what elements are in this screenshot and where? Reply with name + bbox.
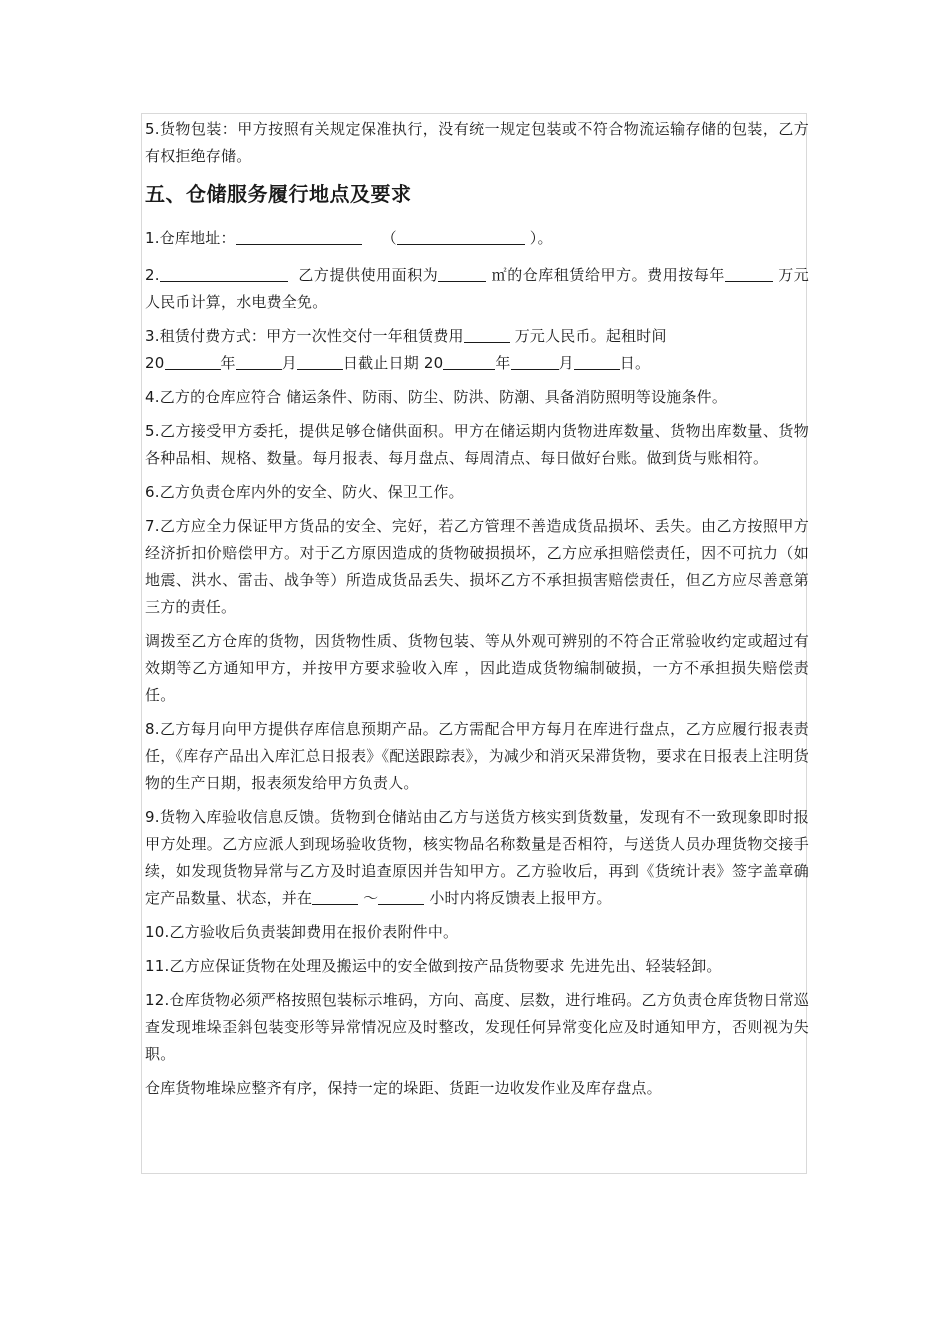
- clause-11-handling-safety: 11.乙方应保证货物在处理及搬运中的安全做到按产品货物要求 先进先出、轻装轻卸。: [145, 957, 722, 975]
- end-year-label: 年: [495, 354, 511, 372]
- area-blank: [438, 264, 486, 282]
- clause-12-stacking: 12.仓库货物必须严格按照包装标示堆码，方向、高度、层数，进行堆码。乙方负责仓库货物日常巡查发现堆垛歪斜包装变形等异常情况应及时整改，发现任何异常变化应及时通知甲方，否则视为失职。: [145, 991, 809, 1063]
- start-year-prefix: 20: [145, 354, 165, 372]
- end-day-label: 日。: [619, 354, 651, 372]
- clause-1-warehouse-address: [145, 225, 809, 252]
- start-day-blank: [297, 352, 343, 370]
- clause-2-text-2: ㎡的仓库租赁给甲方。费用按每年: [491, 266, 725, 284]
- end-year-blank: [443, 352, 495, 370]
- clause-7-supplement: 调拨至乙方仓库的货物，因货物性质、货物包装、等从外观可辨别的不符合正常验收约定或超过有效期等乙方通知甲方，并按甲方要求验收入库 ，因此造成货物编制破损，一方不承担损失赔偿责任。: [145, 632, 809, 704]
- start-year-blank: [165, 352, 221, 370]
- clause-5-storage-area: 5.乙方接受甲方委托，提供足够仓储供面积。甲方在储运期内货物进库数量、货物出库数量、货物各种品相、规格、数量。每月报表、每月盘点、每周清点、每日做好台账。做到货与账相符。: [145, 422, 809, 467]
- section-heading: 五、仓储服务履行地点及要求: [145, 182, 412, 206]
- clause-3-prefix: 3.租赁付费方式：甲方一次性交付一年租赁费用: [145, 327, 464, 345]
- end-day-blank: [574, 352, 620, 370]
- start-month-label: 月: [281, 354, 297, 372]
- hours-min-blank: [312, 887, 358, 905]
- clause-2-text-1: 乙方提供使用面积为: [298, 266, 439, 284]
- end-date-text: 日截止日期 20: [342, 354, 444, 372]
- clause-10-handling-fee: 10.乙方验收后负责装卸费用在报价表附件中。: [145, 923, 459, 941]
- clause-8-reports: 8.乙方每月向甲方提供存库信息预期产品。乙方需配合甲方每月在库进行盘点，乙方应履行报表责任，《库存产品出入库汇总日报表》《配送跟踪表》，为减少和消灭呆滞货物，要求在日报表上注明货物的生产日期，报表须发给甲方负责人。: [145, 720, 809, 792]
- clause-6-safety: 6.乙方负责仓库内外的安全、防火、保卫工作。: [145, 483, 464, 501]
- lessor-blank: [160, 264, 288, 282]
- clause-9-text: 9.货物入库验收信息反馈。货物到仓储站由乙方与送货方核实到货数量，发现有不一致现象即时报甲方处理。乙方应派人到现场验收货物，核实物品名称数量是否相符，与送货人员办理货物交接手续，如发现货物异常与乙方及时追查原因并告知甲方。乙方验收后，再到《货统计表》签字盖章确定产品数量、状态，并在: [145, 808, 809, 907]
- clause-2-prefix: 2.: [145, 266, 160, 284]
- address-paren-blank: [397, 227, 525, 245]
- tilde: ～: [363, 889, 379, 907]
- open-paren: （: [381, 229, 397, 247]
- document-content: [145, 116, 809, 1109]
- clause-1-prefix: 1.仓库地址：: [145, 229, 236, 247]
- clause-3-payment: [145, 323, 809, 377]
- start-month-blank: [236, 352, 282, 370]
- clause-7-liability: 7.乙方应全力保证甲方货品的安全、完好，若乙方管理不善造成货品损坏、丢失。由乙方按照甲方经济折扣价赔偿甲方。对于乙方原因造成的货物破损损坏，乙方应承担赔偿责任，因不可抗力（如地震、洪水、雷击、战争等）所造成货品丢失、损坏乙方不承担损害赔偿责任，但乙方应尽善意第三方的责任。: [145, 517, 809, 616]
- packaging-clause: 5.货物包装：甲方按照有关规定保准执行，没有统一规定包装或不符合物流运输存储的包装，乙方有权拒绝存储。: [145, 120, 809, 165]
- clause-12-supplement: 仓库货物堆垛应整齐有序，保持一定的垛距、货距一边收发作业及库存盘点。: [145, 1079, 662, 1097]
- clause-9-inbound-inspection: [145, 804, 809, 912]
- address-blank: [236, 227, 362, 245]
- clause-3-text-1: 万元人民币。起租时间: [514, 327, 667, 345]
- payment-amount-blank: [464, 325, 510, 343]
- annual-fee-blank: [725, 264, 773, 282]
- clause-2-area-fee: [145, 262, 809, 316]
- hours-max-blank: [378, 887, 424, 905]
- start-year-label: 年: [220, 354, 236, 372]
- clause-9-suffix: 小时内将反馈表上报甲方。: [429, 889, 612, 907]
- end-month-label: 月: [558, 354, 574, 372]
- clause-2-text-3: 万元人民币计算，水电费全免。: [145, 266, 810, 311]
- clause-4-conditions: 4.乙方的仓库应符合 储运条件、防雨、防尘、防洪、防潮、具备消防照明等设施条件。: [145, 388, 728, 406]
- close-paren: ）。: [529, 229, 553, 247]
- end-month-blank: [511, 352, 559, 370]
